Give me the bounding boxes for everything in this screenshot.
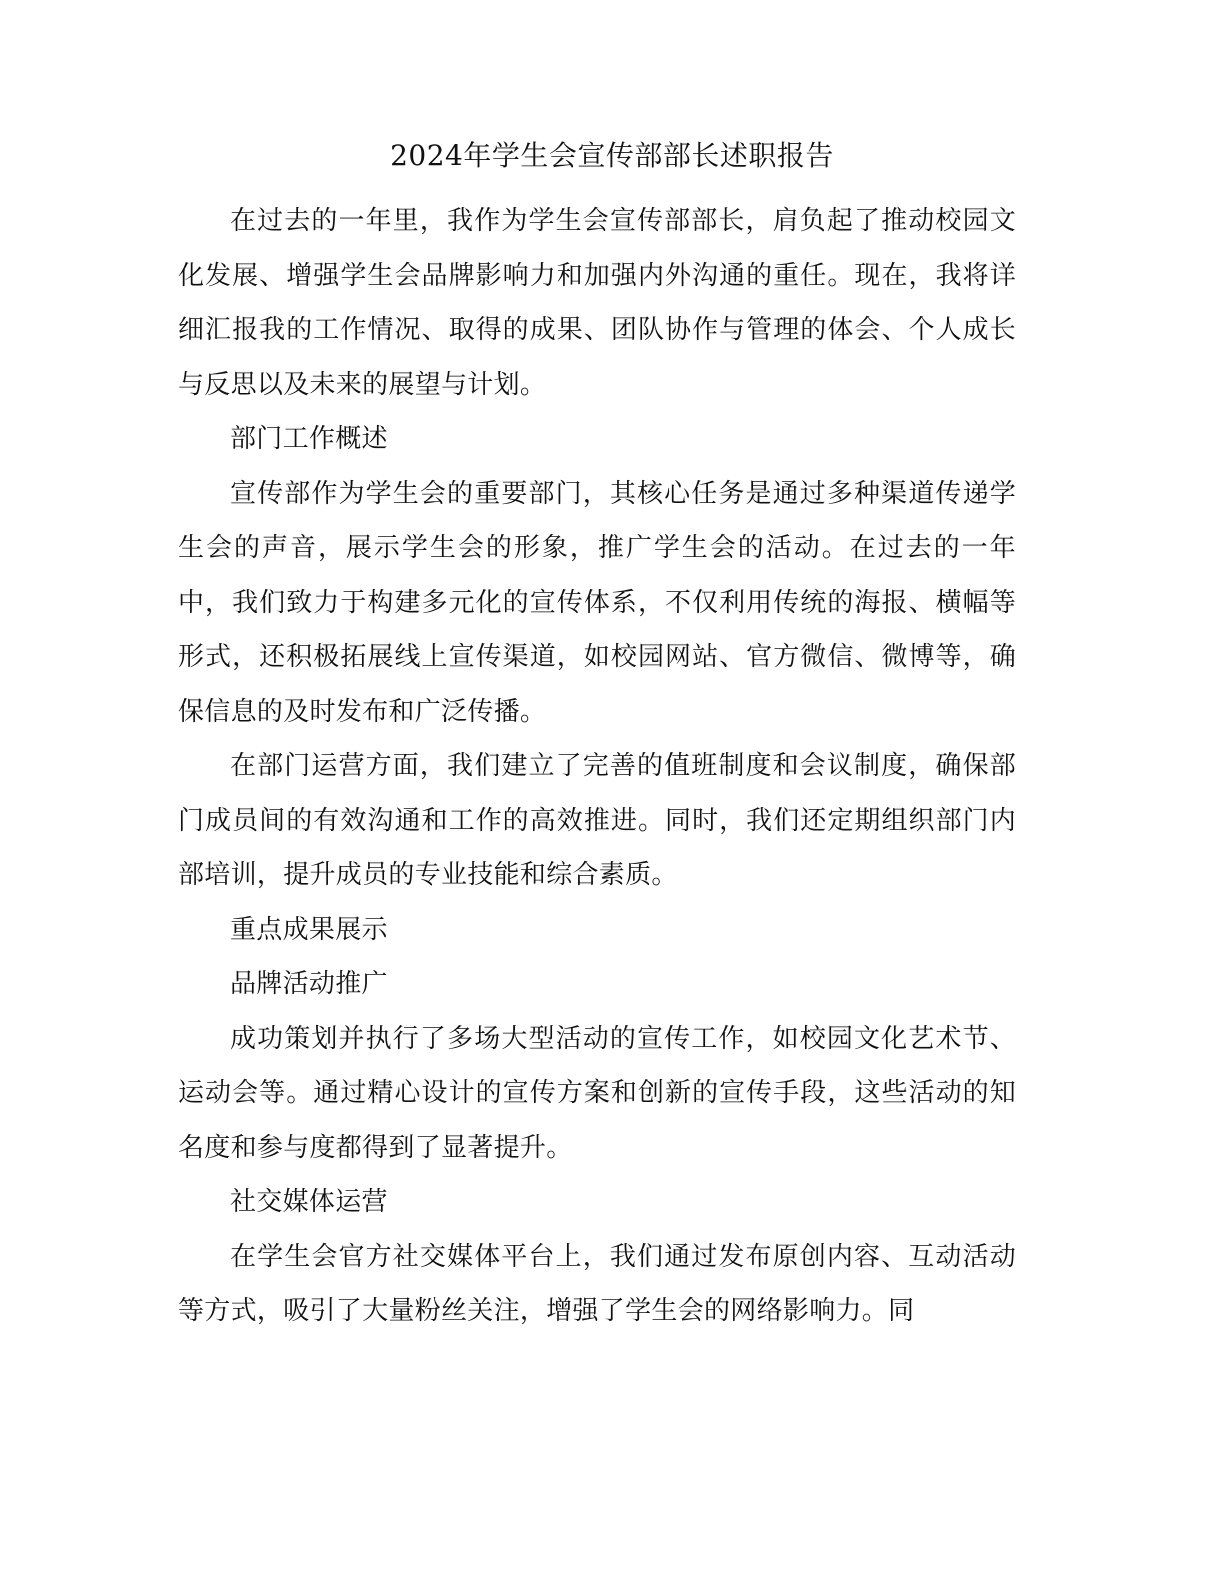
section-heading-achievements: 重点成果展示 xyxy=(230,914,388,945)
paragraph-brand: 成功策划并执行了多场大型活动的宣传工作，如校园文化艺术节、运动会等。通过精心设计的宣传方案和创新的宣传手段，这些活动的知名度和参与度都得到了显著提升。 xyxy=(178,1023,1016,1163)
paragraph-social: 在学生会官方社交媒体平台上，我们通过发布原创内容、互动活动等方式，吸引了大量粉丝关注，增强了学生会的网络影响力。同 xyxy=(178,1241,1016,1326)
subsection-heading-social: 社交媒体运营 xyxy=(230,1187,388,1217)
paragraph-intro: 在过去的一年里，我作为学生会宣传部部长，肩负起了推动校园文化发展、增强学生会品牌影响力和加强内外沟通的重任。现在，我将详细汇报我的工作情况、取得的成果、团队协作与管理的体会、个人成长与反思以及未来的展望与计划。 xyxy=(178,206,1016,400)
subsection-heading-brand: 品牌活动推广 xyxy=(230,969,388,999)
section-heading-overview: 部门工作概述 xyxy=(230,424,388,454)
document-body xyxy=(178,194,1016,1339)
document-title: 2024年学生会宣传部部长述职报告 xyxy=(390,139,834,172)
paragraph-operations: 在部门运营方面，我们建立了完善的值班制度和会议制度，确保部门成员间的有效沟通和工作的高效推进。同时，我们还定期组织部门内部培训，提升成员的专业技能和综合素质。 xyxy=(178,751,1016,890)
paragraph-overview: 宣传部作为学生会的重要部门，其核心任务是通过多种渠道传递学生会的声音，展示学生会的形象，推广学生会的活动。在过去的一年中，我们致力于构建多元化的宣传体系，不仅利用传统的海报、横幅等形式，还积极拓展线上宣传渠道，如校园网站、官方微信、微博等，确保信息的及时发布和广泛传播。 xyxy=(178,478,1016,727)
